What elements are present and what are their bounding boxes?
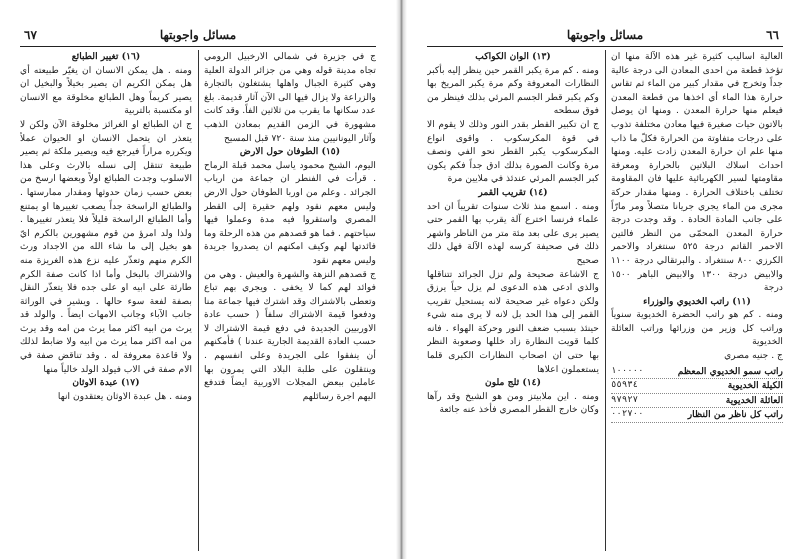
table-row (611, 365, 783, 380)
paragraph: ج الاشاعة صحيحة ولم تزل الجرائد تتناقلها والذي ادعى هذه الدعوى لم يزل حياً يرزق ولكن دعواه غير صحيحة لانه يستحيل تقريب القمر إلى هذا الحد بل لانه لا يرى منه شيء حينئذ بسبب ضعف النور وحركة الهواء . فانه كلما قويت النظارة زاد خللها وصعوبة النظر بها حتى ان اصحاب النظارات الكبرى قلما يستعملون اعلاها (427, 268, 599, 375)
left-column (20, 50, 192, 551)
running-title: مسائل واجوبتها (566, 28, 644, 42)
paragraph: ومنه . هل عبدة الاوثان يعتقدون انها (57, 390, 192, 402)
row-value: ٠٠٢٧٠٠ (611, 409, 644, 420)
row-label: العائلة الخديوية (725, 394, 783, 406)
section-heading: (١٣) الوان الكواكب (475, 51, 551, 62)
paragraph: ج ان الطبائع او الغرائز مخلوقة الآن ولكن لا يتعذر ان يتحمل الانسان او الحيوان عملاً ويكرره مراراً فيرجع فيه ويصير ملكة ثم يصير طبيعة تنتقل إلى نسله بالارث وعلى هذا الاسلوب وجدت الطبائع اولاً وبعضها ارسخ من بعض حسب زمان حدوثها ومقدار ممارستها . والطبائع الراسخة جداً يصعب تغييرها او يمتنع وأما الطبائع الراسخة قليلاً فلا يتعذر تغييرها . ولذا ولد امرؤ من قوم مشهورين بالكرم ايّ هو بخيل إلى ما شاء الله من الاجداد ورث الكرم منهم وتعذّر عليه نزع هذه الغريزة منه والاشتراك بالبخل وأما اذا كانت صفة الكرم طارئة على ابيه او على جده فلا يتعذّر النقل بصفة لفعة سوء حالها . ويشير في الوراثة جانب الآباء وجانب الامهات ايضاً . والولد قد يرث من ابيه اكثر مما يرث من امه وقد يرث من امه اكثر مما يرث من ابيه ولا ضابط لذلك ولا قاعدة معروفة له . وقد تناقض صفة في الام صفة في الاب فيولد الولد خالياً منها (20, 118, 192, 375)
paragraph: العالية اساليب كثيرة غير هذه الآلة منها ان تؤخذ قطعة من احدى المعادن الى درجة عالية جداً وتخرج في مقدار كبير من الماء ثم تقاس حرارة هذا الماء أي اخذها من قطعة المعدن فيعلم منها حرارة المعدن . ومنها ان يوصل بالاتون حيات صغيرة فيها معادن مختلفة تذوب على درجات متفاوتة من الحرارة فكلّ ما ذاب منها علم ان حرارة المعدن زادت عليه. ومنها احداث اسلاك البلاتين بالحرارة ومعرفة مقاومتها لسير الكهربائية عليها فان المقاومة تختلف باختلاف الحرارة . ومنها مقدار حركة مجرى من الماء يجري جريانا متصلاً ومر مارّاً على جانب المادة الحادة . وقد وجدت درجة حرارة المعدن المحمّى من النظر فالتين الاحمر القاتم درجة ٥٢٥ سنتغراد والاحمر الكرزي ٨٠٠ سنتغراد . والبرتقالي درجة ١١٠٠ والابيض درجة ١٣٠٠ والابيض الباهر ١٥٠٠ درجة (611, 51, 783, 294)
section-heading: (١٦) تغيير الطبائع (71, 51, 141, 62)
left-column (427, 50, 599, 551)
paragraph: ومنه . كم هو راتب الحضرة الخديوية سنوياً وراتب كل وزير من وزرائها وراتب العائلة الخديوية (611, 309, 783, 348)
paragraph: ومنه . اين ملابيتز ومن هو الشيخ وقد رآها وكان خارج القطر المصري فأخذ عنه جائعة (427, 390, 599, 416)
paragraph: ج في جزيرة في شمالي الارخبيل الرومي تجاه مدينة قوله وهي من جزائر الدولة العلية وهي كثيرة الجبال واهلها يشتغلون بالتجارة والزراعة ولا يزال فيها الى الآن آثار قديمة. بلغ عدد سكانها ما يقرب من ثلاثين الفاً. وقد كانت مشهورة في الزمن القديم بمعادن الذهب وآثار اليونانيين منذ سنة ٧٢٠ قبل المسيح (204, 51, 376, 144)
table-row (611, 408, 783, 423)
page-number: ٦٧ (24, 28, 37, 42)
left-page (0, 0, 396, 559)
book-spine (396, 0, 407, 559)
text-columns (20, 50, 376, 551)
running-head (427, 28, 783, 47)
column-rule (605, 50, 606, 551)
paragraph: ج قصدهم النزهة والشهرة والعيش . وهي من فوائد لهم كما لا يخفى . ويجري بهم تباع وتعطى بالاشتراك وقد اشترك فيها جماعة منا ودفعوا قيمة الاشتراك سلفاً ( حسب عادة الاوربيين الجديدة في دفع قيمة الاشتراك لا حسب العادة القديمة الجارية عندنا ) فأمكنهم أن ينفقوا على الجريدة وعلى انفسهم . وينتقلون على طلبة البلاد التي يمرون بها عاملين ببعض المجلات الاوربية ايضاً فتدفع اليهم اجرة رسائلهم (204, 268, 376, 402)
column-rule (198, 50, 199, 551)
running-title: مسائل واجوبتها (159, 28, 237, 42)
table-row (611, 379, 783, 394)
section-heading: (١١) راتب الخديوي والوزراء (643, 295, 751, 307)
paragraph: اليوم، الشيخ محمود ياسل محمد قبلة الرماح . قرأت في الفنطر ان جماعة من ارباب الجرائد . وعلم من اوربا الطوفان حول الارض وليس معهم نقود ولهم حقيرة إلى القطر المصري واستقروا فيه مدة وعملوا فيها سياحتهم . فما هو قصدهم من هذه الرحلة وما فائدتها لهم وكيف امكنهم ان يصدروا جريدة وليس معهم نقود (204, 159, 376, 266)
row-value: ١٠٠٠٠٠ (611, 365, 644, 376)
row-value: ٥٥٩٣٤ (611, 380, 639, 391)
right-column (204, 50, 376, 551)
paragraph: ج . جنيه مصري (724, 350, 783, 362)
page-number: ٦٦ (766, 28, 779, 42)
running-head (20, 28, 376, 47)
row-value: ٩٧٩٢٧ (611, 394, 639, 405)
text-columns (427, 50, 783, 551)
row-label: راتب سمو الخديوي المعظم (677, 365, 783, 377)
section-heading: (١٥) الطوفان حول الارض (239, 146, 341, 158)
right-column (611, 50, 783, 551)
table-row (611, 394, 783, 409)
paragraph: ومنه . هل يمكن الانسان ان يغيّر طبيعته أي هل يمكن الكريم ان يصير بخيلاً والبخيل ان يصير كريماً وهل الطبائع مخلوقة مع الانسان او مكتسبة بالتربية (20, 64, 192, 117)
paragraph: ج ان تكبير القطر بقدر النور وذلك لا يقوم الا في قوة المكرسكوب . واقوى انواع المكرسكوب يكبر القطر نحو الفي ونصف مرة وكانت الصورة بذلك ادق جداً فكم يكون كبر الجسم المرئي عندئذ في ملايين مرة (427, 118, 599, 185)
paragraph: ومنه . اسمع منذ ثلاث سنوات تقريباً ان احد علماء فرنسا اخترع آلة يقرب بها القمر حتى يصير يرى على بعد مئة متر من الناظر واشهر ذلك في صحيفة كرسه لهذه الآلة فهل ذلك صحيح (427, 200, 599, 266)
section-heading: (١٤) تقريب القمر (478, 186, 548, 198)
section-heading: (١٤) ثلج ملون (485, 377, 541, 389)
salary-table (611, 365, 783, 423)
row-label: الكيلة الخديوية (727, 380, 783, 392)
row-label: راتب كل ناظر من النظار (687, 409, 783, 421)
right-page (407, 0, 803, 559)
paragraph: ومنه . كم مرة يكبر القمر حين ينظر إليه بأكبر النظارات المعروفة وكم مرة يكبر المريخ بها وكم يكبر قطر الجسم المرئي بذلك فينظر من فوق سطحه (427, 64, 599, 117)
section-heading: (١٧) عبدة الاوثان (72, 377, 140, 389)
